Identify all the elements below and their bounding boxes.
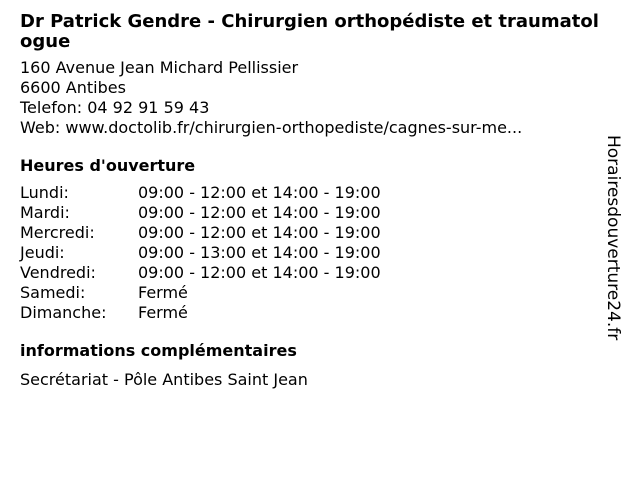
day-label: Jeudi: bbox=[20, 243, 65, 262]
day-label: Dimanche: bbox=[20, 303, 107, 322]
street-address: 160 Avenue Jean Michard Pellissier bbox=[20, 58, 299, 77]
city: 6600 Antibes bbox=[20, 78, 126, 97]
hours-row bbox=[20, 203, 381, 223]
opening-hours-table bbox=[20, 183, 381, 323]
day-label: Mardi: bbox=[20, 203, 70, 222]
time-value: Fermé bbox=[138, 283, 188, 302]
time-value: 09:00 - 13:00 et 14:00 - 19:00 bbox=[138, 243, 381, 262]
day-label: Samedi: bbox=[20, 283, 86, 302]
business-card bbox=[20, 12, 610, 390]
time-value: 09:00 - 12:00 et 14:00 - 19:00 bbox=[138, 203, 381, 222]
phone-number: Telefon: 04 92 91 59 43 bbox=[20, 98, 210, 117]
time-value: 09:00 - 12:00 et 14:00 - 19:00 bbox=[138, 263, 381, 282]
site-watermark: Horairesdouverture24.fr bbox=[603, 135, 623, 341]
time-value: 09:00 - 12:00 et 14:00 - 19:00 bbox=[138, 223, 381, 242]
hours-row bbox=[20, 283, 381, 303]
hours-row bbox=[20, 223, 381, 243]
hours-heading: Heures d'ouverture bbox=[20, 156, 196, 175]
website-link[interactable]: Web: www.doctolib.fr/chirurgien-orthopediste/cagnes-sur-me... bbox=[20, 118, 523, 137]
page-title: Dr Patrick Gendre - Chirurgien orthopédiste et traumatologue bbox=[20, 11, 599, 52]
info-text: Secrétariat - Pôle Antibes Saint Jean bbox=[20, 370, 308, 389]
hours-row bbox=[20, 243, 381, 263]
hours-row bbox=[20, 303, 381, 323]
time-value: 09:00 - 12:00 et 14:00 - 19:00 bbox=[138, 183, 381, 202]
day-label: Lundi: bbox=[20, 183, 69, 202]
hours-row bbox=[20, 183, 381, 203]
day-label: Vendredi: bbox=[20, 263, 96, 282]
info-heading: informations complémentaires bbox=[20, 341, 297, 360]
hours-row bbox=[20, 263, 381, 283]
day-label: Mercredi: bbox=[20, 223, 95, 242]
address-block bbox=[20, 58, 610, 138]
time-value: Fermé bbox=[138, 303, 188, 322]
